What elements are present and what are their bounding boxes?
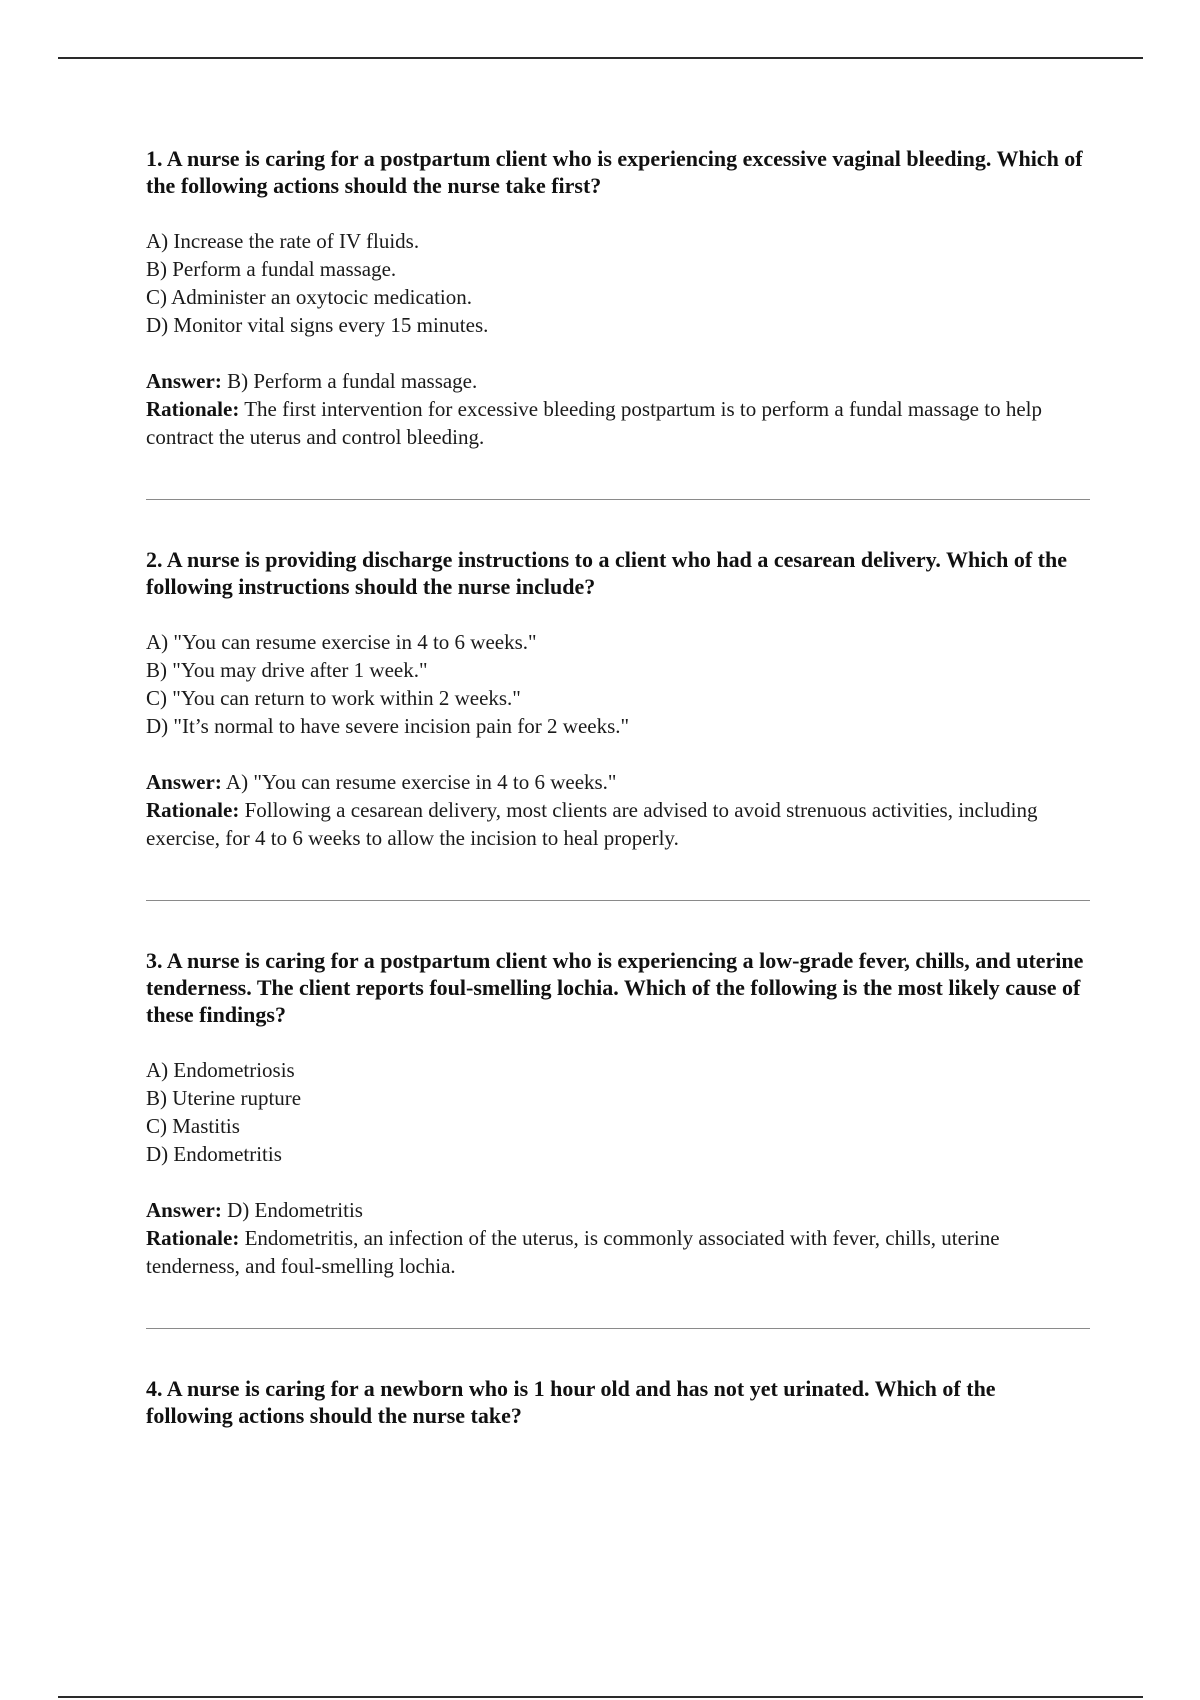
question-2-answer-text: A) "You can resume exercise in 4 to 6 weeks." <box>225 770 617 794</box>
question-3-stem: 3. A nurse is caring for a postpartum client who is experiencing a low-grade fever, chills, and uterine tenderness. The client reports foul-smelling lochia. Which of the following is the most likely cause of these findings? <box>146 948 1084 1027</box>
question-3 <box>146 947 1086 1280</box>
answer-label: Answer: <box>146 770 222 794</box>
question-4 <box>146 1375 1086 1429</box>
question-2-answer <box>146 768 1086 796</box>
question-3-answer-area <box>146 1196 1086 1280</box>
page-top-rule <box>58 57 1143 59</box>
question-1-option-a: A) Increase the rate of IV fluids. <box>146 229 420 253</box>
question-3-option-c: C) Mastitis <box>146 1114 240 1138</box>
question-2-option-c: C) "You can return to work within 2 weeks." <box>146 686 521 710</box>
question-divider <box>146 900 1090 901</box>
question-1-answer-text: B) Perform a fundal massage. <box>227 369 478 393</box>
question-2-option-b: B) "You may drive after 1 week." <box>146 658 428 682</box>
question-1-answer-area <box>146 367 1086 451</box>
question-2-rationale <box>146 796 1086 852</box>
answer-label: Answer: <box>146 1198 222 1222</box>
question-2-rationale-text: Following a cesarean delivery, most clients are advised to avoid strenuous activities, including exercise, for 4 to 6 weeks to allow the incision to heal properly. <box>146 798 1038 850</box>
question-1 <box>146 145 1086 451</box>
document-body <box>146 145 1086 1429</box>
question-3-option-a: A) Endometriosis <box>146 1058 295 1082</box>
rationale-label: Rationale: <box>146 798 240 822</box>
question-divider <box>146 499 1090 500</box>
question-3-option-b: B) Uterine rupture <box>146 1086 302 1110</box>
question-divider <box>146 1328 1090 1329</box>
question-1-option-c: C) Administer an oxytocic medication. <box>146 285 473 309</box>
question-1-rationale <box>146 395 1086 451</box>
page-bottom-rule <box>58 1696 1143 1698</box>
question-1-answer <box>146 367 1086 395</box>
question-2-options <box>146 628 1086 740</box>
question-3-rationale-text: Endometritis, an infection of the uterus, is commonly associated with fever, chills, uterine tenderness, and foul-smelling lochia. <box>146 1226 1000 1278</box>
question-2-option-a: A) "You can resume exercise in 4 to 6 weeks." <box>146 630 537 654</box>
question-2-answer-area <box>146 768 1086 852</box>
question-3-answer-text: D) Endometritis <box>227 1198 363 1222</box>
rationale-label: Rationale: <box>146 1226 240 1250</box>
question-3-option-d: D) Endometritis <box>146 1142 282 1166</box>
question-1-stem: 1. A nurse is caring for a postpartum client who is experiencing excessive vaginal bleeding. Which of the following actions should the nurse take first? <box>146 146 1083 198</box>
question-1-options <box>146 227 1086 339</box>
question-2-option-d: D) "It’s normal to have severe incision pain for 2 weeks." <box>146 714 630 738</box>
answer-label: Answer: <box>146 369 222 393</box>
question-3-answer <box>146 1196 1086 1224</box>
question-3-options <box>146 1056 1086 1168</box>
rationale-label: Rationale: <box>146 397 240 421</box>
question-3-rationale <box>146 1224 1086 1280</box>
question-1-rationale-text: The first intervention for excessive bleeding postpartum is to perform a fundal massage to help contract the uterus and control bleeding. <box>146 397 1042 449</box>
question-2 <box>146 546 1086 852</box>
question-2-stem: 2. A nurse is providing discharge instructions to a client who had a cesarean delivery. Which of the following instructions should the nurse include? <box>146 547 1068 599</box>
question-1-option-d: D) Monitor vital signs every 15 minutes. <box>146 313 489 337</box>
question-1-option-b: B) Perform a fundal massage. <box>146 257 397 281</box>
question-4-stem: 4. A nurse is caring for a newborn who is 1 hour old and has not yet urinated. Which of the following actions should the nurse take? <box>146 1376 996 1428</box>
